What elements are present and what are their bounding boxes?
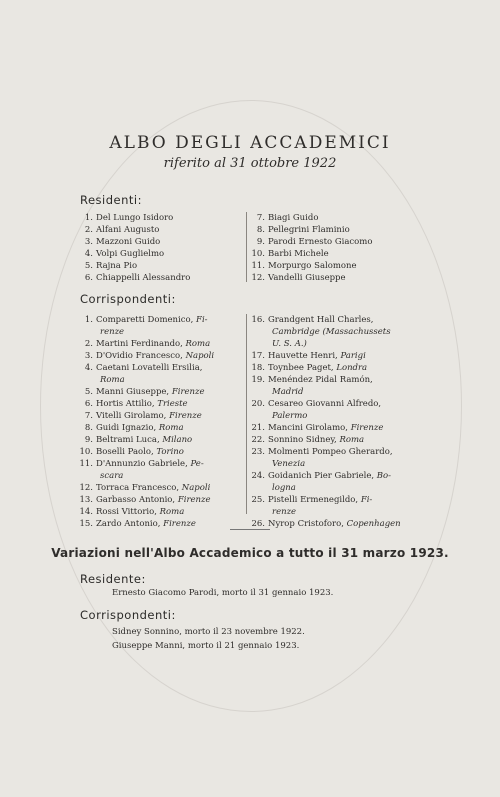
page-title: ALBO DEGLI ACCADEMICI xyxy=(109,133,391,153)
entry-city: Milano xyxy=(162,435,193,445)
variazioni-corrispondenti-line: Sidney Sonnino, morto il 23 novembre 1922. xyxy=(112,627,305,637)
list-item xyxy=(78,236,244,248)
entry-city: Roma xyxy=(159,507,185,517)
residenti-heading: Residenti: xyxy=(80,193,142,207)
entry-number: 11. xyxy=(251,261,265,271)
list-item xyxy=(250,518,432,530)
list-item xyxy=(250,272,432,284)
list-item xyxy=(78,272,244,284)
entry-name: Vandelli Giuseppe xyxy=(268,273,346,283)
entry-number: 19. xyxy=(251,375,265,385)
entry-continuation: U. S. A.) xyxy=(272,339,307,349)
entry-city: Firenze xyxy=(163,519,196,529)
list-item xyxy=(250,470,432,494)
entry-name: D'Annunzio Gabriele, xyxy=(96,459,188,469)
entry-name: Rossi Vittorio, xyxy=(96,507,157,517)
entry-city: Trieste xyxy=(157,399,188,409)
column-divider xyxy=(246,314,247,514)
entry-number: 20. xyxy=(251,399,265,409)
entry-number: 4. xyxy=(84,363,93,373)
entry-name: Morpurgo Salomone xyxy=(268,261,357,271)
list-item xyxy=(250,362,432,374)
entry-number: 1. xyxy=(84,315,93,325)
entry-name: Martini Ferdinando, xyxy=(96,339,183,349)
entry-name: Boselli Paolo, xyxy=(96,447,154,457)
entry-name: Menéndez Pidal Ramón, xyxy=(268,375,373,385)
entry-name: Nyrop Cristoforo, xyxy=(268,519,344,529)
entry-number: 7. xyxy=(256,213,265,223)
entry-city: Roma xyxy=(158,423,184,433)
entry-number: 24. xyxy=(251,471,265,481)
variazioni-corrispondenti-line: Giuseppe Manni, morto il 21 gennaio 1923. xyxy=(112,641,300,651)
entry-number: 3. xyxy=(84,351,93,361)
entry-name: Biagi Guido xyxy=(268,213,319,223)
page-subtitle: riferito al 31 ottobre 1922 xyxy=(163,156,337,171)
list-item xyxy=(78,434,244,446)
entry-name: Caetani Lovatelli Ersilia, xyxy=(96,363,203,373)
list-item xyxy=(250,224,432,236)
entry-name: Beltrami Luca, xyxy=(96,435,160,445)
entry-number: 12. xyxy=(251,273,265,283)
residenti-left-column xyxy=(78,212,244,284)
entry-city: Copenhagen xyxy=(346,519,401,529)
entry-city: Bo- xyxy=(376,471,392,481)
entry-name: Hortis Attilio, xyxy=(96,399,155,409)
entry-number: 6. xyxy=(84,399,93,409)
list-item xyxy=(78,338,244,350)
entry-name: Cesareo Giovanni Alfredo, xyxy=(268,399,382,409)
entry-number: 26. xyxy=(251,519,265,529)
entry-number: 10. xyxy=(251,249,265,259)
list-item xyxy=(78,410,244,422)
corrispondenti-right-column xyxy=(250,314,432,530)
list-item xyxy=(78,362,244,386)
entry-name: Manni Giuseppe, xyxy=(96,387,170,397)
entry-number: 9. xyxy=(84,435,93,445)
entry-number: 18. xyxy=(251,363,265,373)
list-item xyxy=(78,314,244,338)
entry-number: 22. xyxy=(251,435,265,445)
entry-number: 2. xyxy=(84,225,93,235)
list-item xyxy=(78,458,244,482)
entry-name: Mazzoni Guido xyxy=(96,237,161,247)
entry-number: 5. xyxy=(84,261,93,271)
entry-city: Napoli xyxy=(181,483,211,493)
residenti-list xyxy=(78,212,430,286)
entry-continuation: Madrid xyxy=(272,387,304,397)
variazioni-residente-heading: Residente: xyxy=(80,572,146,586)
entry-city: Firenze xyxy=(350,423,384,433)
entry-number: 11. xyxy=(79,459,93,469)
entry-name: Parodi Ernesto Giacomo xyxy=(268,237,373,247)
list-item xyxy=(250,248,432,260)
entry-number: 4. xyxy=(84,249,93,259)
entry-name: Rajna Pio xyxy=(96,261,138,271)
entry-continuation: Palermo xyxy=(272,411,308,421)
entry-name: Sonnino Sidney, xyxy=(268,435,337,445)
corrispondenti-left-column xyxy=(78,314,244,530)
list-item xyxy=(78,248,244,260)
entry-name: Grandgent Hall Charles, xyxy=(268,315,374,325)
list-item xyxy=(78,422,244,434)
variazioni-residente-line: Ernesto Giacomo Parodi, morto il 31 gennaio 1923. xyxy=(112,588,334,598)
list-item xyxy=(250,446,432,470)
entry-name: Chiappelli Alessandro xyxy=(96,273,191,283)
list-item xyxy=(250,260,432,272)
entry-name: Molmenti Pompeo Gherardo, xyxy=(268,447,393,457)
entry-name: Comparetti Domenico, xyxy=(96,315,194,325)
list-item xyxy=(250,374,432,398)
entry-name: Del Lungo Isidoro xyxy=(96,213,174,223)
list-item xyxy=(78,518,244,530)
entry-name: Guidi Ignazio, xyxy=(96,423,157,433)
entry-name: Toynbee Paget, xyxy=(268,363,334,373)
list-item xyxy=(78,212,244,224)
entry-city: Roma xyxy=(185,339,211,349)
entry-number: 6. xyxy=(84,273,93,283)
list-item xyxy=(250,236,432,248)
variazioni-title: Variazioni nell'Albo Accademico a tutto il 31 marzo 1923. xyxy=(51,546,449,560)
entry-city: Firenze xyxy=(169,411,202,421)
list-item xyxy=(78,386,244,398)
entry-number: 8. xyxy=(256,225,265,235)
corrispondenti-heading: Corrispondenti: xyxy=(80,292,176,306)
entry-name: Volpi Guglielmo xyxy=(96,249,165,259)
entry-number: 13. xyxy=(79,495,93,505)
column-divider xyxy=(246,212,247,282)
entry-city: Torino xyxy=(156,447,184,457)
entry-number: 16. xyxy=(251,315,265,325)
list-item xyxy=(78,494,244,506)
entry-continuation: renze xyxy=(272,507,297,517)
list-item xyxy=(78,260,244,272)
list-item xyxy=(250,314,432,350)
entry-name: Pistelli Ermenegildo, xyxy=(268,495,359,505)
list-item xyxy=(250,350,432,362)
entry-number: 10. xyxy=(79,447,93,457)
list-item xyxy=(78,482,244,494)
entry-number: 25. xyxy=(251,495,265,505)
entry-name: Barbi Michele xyxy=(268,249,329,259)
list-item xyxy=(250,494,432,518)
entry-city: Firenze xyxy=(177,495,211,505)
section-separator xyxy=(230,529,270,530)
entry-city: Fi- xyxy=(360,495,373,505)
entry-number: 7. xyxy=(84,411,93,421)
entry-city: Napoli xyxy=(185,351,215,361)
entry-name: Zardo Antonio, xyxy=(96,519,161,529)
entry-city: Fi- xyxy=(196,315,208,325)
list-item xyxy=(78,398,244,410)
entry-city: Pe- xyxy=(190,459,204,469)
entry-number: 2. xyxy=(84,339,93,349)
entry-number: 3. xyxy=(84,237,93,247)
residenti-right-column xyxy=(250,212,432,284)
list-item xyxy=(78,446,244,458)
entry-number: 14. xyxy=(79,507,93,517)
entry-continuation: Roma xyxy=(100,375,125,385)
entry-name: Goidanich Pier Gabriele, xyxy=(268,471,375,481)
entry-city: Parigi xyxy=(340,351,366,361)
list-item xyxy=(78,350,244,362)
entry-continuation: renze xyxy=(100,327,125,337)
list-item xyxy=(78,506,244,518)
entry-number: 12. xyxy=(79,483,93,493)
entry-continuation: Venezia xyxy=(272,459,306,469)
entry-number: 17. xyxy=(251,351,265,361)
list-item xyxy=(250,212,432,224)
entry-continuation: scara xyxy=(100,471,124,481)
entry-name: Torraca Francesco, xyxy=(96,483,180,493)
list-item xyxy=(78,224,244,236)
entry-number: 8. xyxy=(84,423,93,433)
entry-number: 23. xyxy=(251,447,265,457)
entry-number: 1. xyxy=(84,213,93,223)
entry-name: Alfani Augusto xyxy=(96,225,160,235)
entry-name: Mancini Girolamo, xyxy=(268,423,348,433)
entry-number: 9. xyxy=(256,237,265,247)
entry-number: 15. xyxy=(79,519,93,529)
entry-number: 21. xyxy=(251,423,265,433)
list-item xyxy=(250,434,432,446)
entry-continuation: logna xyxy=(272,483,296,493)
list-item xyxy=(250,398,432,422)
corrispondenti-list xyxy=(78,314,430,529)
entry-city: Firenze xyxy=(171,387,205,397)
entry-city: Roma xyxy=(339,435,365,445)
list-item xyxy=(250,422,432,434)
entry-name: D'Ovidio Francesco, xyxy=(96,351,183,361)
entry-name: Garbasso Antonio, xyxy=(96,495,176,505)
variazioni-corrispondenti-heading: Corrispondenti: xyxy=(80,608,176,622)
entry-name: Hauvette Henri, xyxy=(268,351,338,361)
entry-continuation: Cambridge (Massachussets xyxy=(272,327,391,337)
entry-name: Vitelli Girolamo, xyxy=(96,411,167,421)
entry-name: Pellegrini Flaminio xyxy=(268,225,350,235)
entry-number: 5. xyxy=(84,387,93,397)
entry-city: Londra xyxy=(336,363,368,373)
